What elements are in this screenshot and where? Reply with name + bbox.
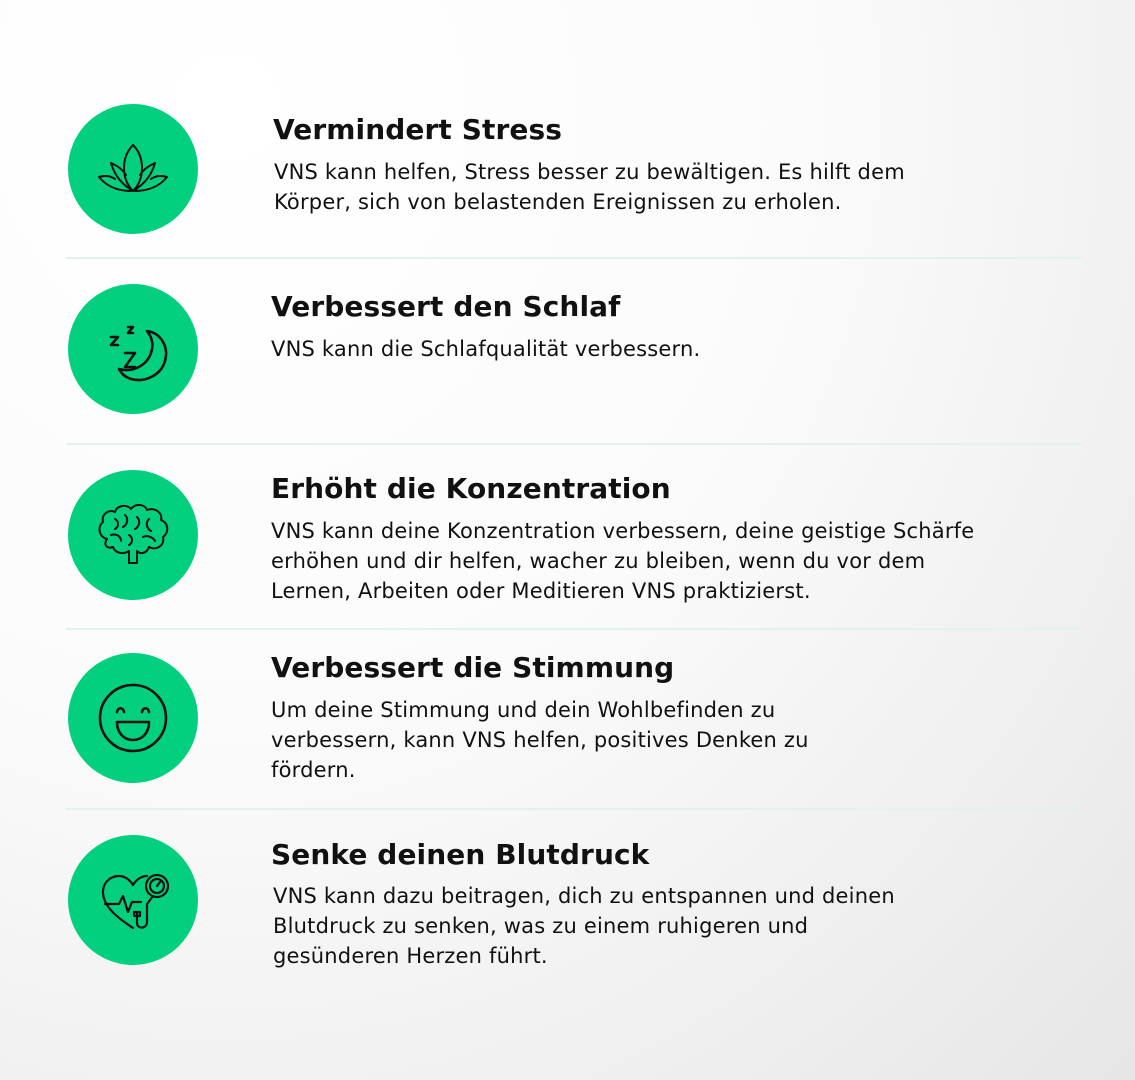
divider	[66, 257, 1082, 259]
divider	[66, 443, 1082, 445]
benefit-description: VNS kann helfen, Stress besser zu bewältigen. Es hilft dem Körper, sich von belastenden Ereignissen zu erholen.	[274, 160, 905, 214]
icon-circle	[68, 284, 198, 414]
benefit-title: Verbessert den Schlaf	[271, 290, 621, 323]
icon-circle	[68, 470, 198, 600]
benefit-title: Erhöht die Konzentration	[271, 472, 671, 505]
benefit-description: VNS kann die Schlafqualität verbessern.	[271, 337, 701, 361]
icon-circle	[68, 104, 198, 234]
icon-circle	[68, 835, 198, 965]
benefit-title: Verbessert die Stimmung	[271, 651, 675, 684]
divider	[66, 628, 1082, 630]
divider	[66, 808, 1082, 810]
benefit-description: Um deine Stimmung und dein Wohlbefinden zu verbessern, kann VNS helfen, positives Denken zu fördern.	[271, 698, 809, 782]
sleep-moon-icon	[85, 301, 181, 397]
smiley-icon	[85, 670, 181, 766]
benefit-title: Senke deinen Blutdruck	[271, 838, 650, 871]
icon-circle	[68, 653, 198, 783]
brain-icon	[85, 487, 181, 583]
lotus-icon	[85, 121, 181, 217]
benefit-description: VNS kann dazu beitragen, dich zu entspannen und deinen Blutdruck zu senken, was zu einem ruhigeren und gesünderen Herzen führt.	[273, 884, 895, 968]
benefit-description: VNS kann deine Konzentration verbessern, deine geistige Schärfe erhöhen und dir helfen, wacher zu bleiben, wenn du vor dem Lernen, Arbeiten oder Meditieren VNS praktizierst.	[271, 519, 975, 603]
benefit-title: Vermindert Stress	[273, 113, 563, 146]
heart-blood-pressure-icon	[85, 852, 181, 948]
